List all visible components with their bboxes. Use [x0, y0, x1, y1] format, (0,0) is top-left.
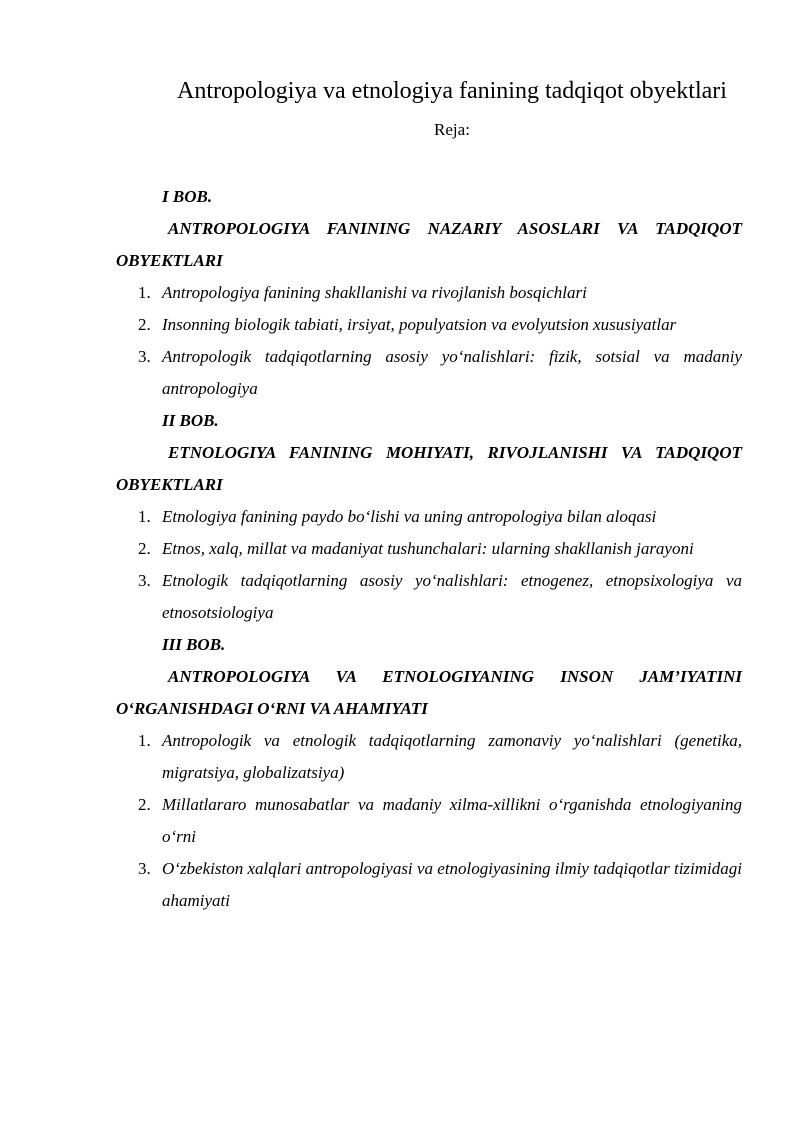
item-text: Millatlararo munosabatlar va madaniy xilma-xillikni o‘rganishda etnologiyaning o‘rni: [162, 795, 742, 846]
list-item: [116, 725, 742, 789]
chapter-item-list: [116, 725, 742, 917]
list-item: [116, 277, 742, 309]
list-item: [116, 853, 742, 917]
chapter-2: [116, 405, 742, 629]
list-item: [116, 501, 742, 533]
chapter-label: II BOB.: [162, 411, 219, 430]
chapter-title: ANTROPOLOGIYA FANINING NAZARIY ASOSLARI VA TADQIQOT OBYEKTLARI: [116, 219, 742, 270]
item-number: 2.: [138, 795, 151, 814]
chapter-1: [116, 181, 742, 405]
list-item: [116, 533, 742, 565]
list-item: [116, 341, 742, 405]
item-number: 1.: [138, 283, 151, 302]
plan-content: [116, 181, 742, 917]
item-text: Etnologik tadqiqotlarning asosiy yo‘nalishlari: etnogenez, etnopsixologiya va etnosotsiologiya: [162, 571, 742, 622]
chapter-label: I BOB.: [162, 187, 213, 206]
item-number: 1.: [138, 507, 151, 526]
list-item: [116, 565, 742, 629]
item-text: Antropologiya fanining shakllanishi va rivojlanish bosqichlari: [162, 283, 587, 302]
item-number: 3.: [138, 859, 151, 878]
chapter-title: ETNOLOGIYA FANINING MOHIYATI, RIVOJLANISHI VA TADQIQOT OBYEKTLARI: [116, 443, 742, 494]
chapter-item-list: [116, 277, 742, 405]
item-text: Etnos, xalq, millat va madaniyat tushunchalari: ularning shakllanish jarayoni: [162, 539, 694, 558]
item-text: Antropologik va etnologik tadqiqotlarning zamonaviy yo‘nalishlari (genetika, migratsiya, globalizatsiya): [162, 731, 742, 782]
document-title: Antropologiya va etnologiya fanining tadqiqot obyektlari: [177, 78, 727, 104]
item-text: Etnologiya fanining paydo bo‘lishi va uning antropologiya bilan aloqasi: [162, 507, 657, 526]
chapter-title: ANTROPOLOGIYA VA ETNOLOGIYANING INSON JAM’IYATINI O‘RGANISHDAGI O‘RNI VA AHAMIYATI: [116, 667, 742, 718]
item-number: 1.: [138, 731, 151, 750]
item-number: 3.: [138, 347, 151, 366]
chapter-label: III BOB.: [162, 635, 226, 654]
item-text: Insonning biologik tabiati, irsiyat, populyatsion va evolyutsion xususiyatlar: [162, 315, 677, 334]
chapter-3: [116, 629, 742, 917]
list-item: [116, 309, 742, 341]
item-number: 2.: [138, 539, 151, 558]
item-text: O‘zbekiston xalqlari antropologiyasi va etnologiyasining ilmiy tadqiqotlar tizimidagi ahamiyati: [162, 859, 742, 910]
item-text: Antropologik tadqiqotlarning asosiy yo‘nalishlari: fizik, sotsial va madaniy antropologiya: [162, 347, 742, 398]
plan-heading: Reja:: [434, 120, 470, 139]
item-number: 2.: [138, 315, 151, 334]
chapter-item-list: [116, 501, 742, 629]
item-number: 3.: [138, 571, 151, 590]
list-item: [116, 789, 742, 853]
